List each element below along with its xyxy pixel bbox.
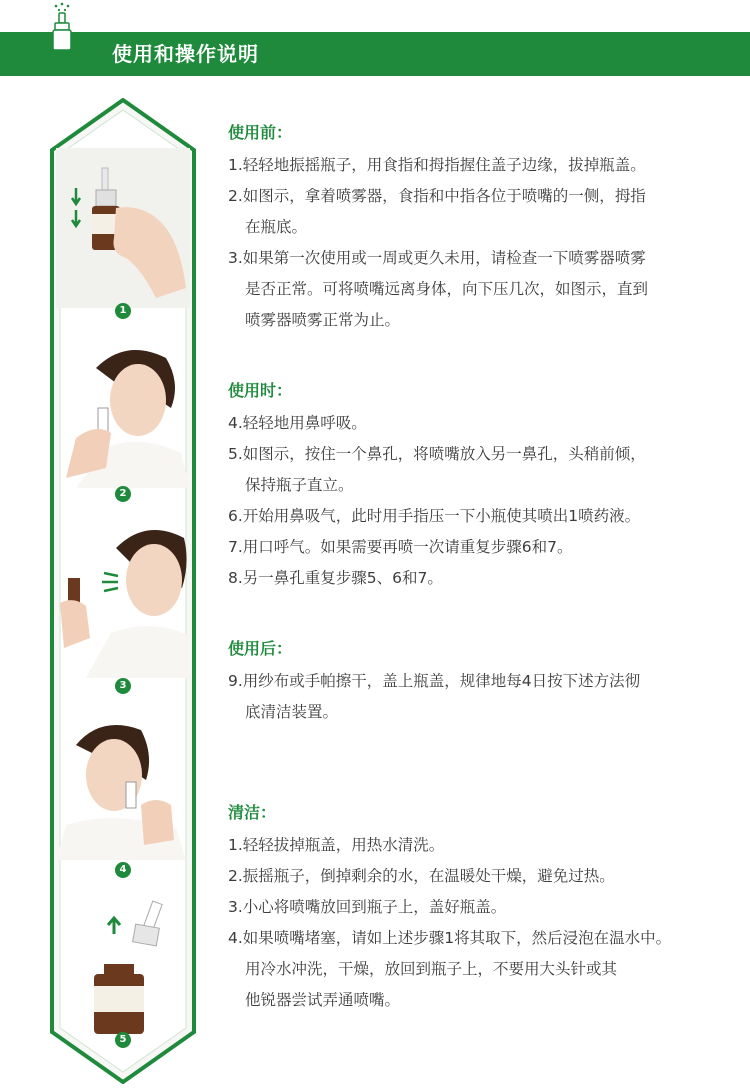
section-title-cleaning: 清洁： — [228, 803, 277, 822]
step-clean-3: 3.小心将喷嘴放回到瓶子上，盖好瓶盖。 — [228, 898, 507, 916]
illustration-spray-nose — [56, 338, 190, 488]
step-before-1: 1.轻轻地振摇瓶子，用食指和拇指握住盖子边缘，拔掉瓶盖。 — [228, 156, 646, 174]
illustration-strip — [48, 98, 198, 1084]
section-cleaning — [228, 802, 728, 1016]
step-badge-1: 1 — [115, 303, 131, 319]
section-before-use — [228, 122, 728, 336]
section-title-before: 使用前： — [228, 123, 293, 142]
illustration-other-nostril — [56, 710, 190, 860]
page-title: 使用和操作说明 — [112, 42, 259, 66]
section-during-use — [228, 380, 728, 594]
step-before-3: 3.如果第一次使用或一周或更久未用，请检查一下喷雾器喷雾 是否正常。可将喷嘴远离身体，向下压几次，如图示，直到 喷雾器喷雾正常为止。 — [228, 249, 649, 329]
step-badge-3: 3 — [115, 678, 131, 694]
step-badge-5: 5 — [115, 1032, 131, 1048]
step-during-4: 4.轻轻地用鼻呼吸。 — [228, 414, 367, 432]
section-title-after: 使用后： — [228, 639, 293, 658]
section-title-during: 使用时： — [228, 381, 293, 400]
illustration-exhale — [56, 518, 190, 678]
section-after-use — [228, 638, 728, 728]
step-during-7: 7.用口呼气。如果需要再喷一次请重复步骤6和7。 — [228, 538, 573, 556]
step-during-6: 6.开始用鼻吸气，此时用手指压一下小瓶使其喷出1喷药液。 — [228, 507, 641, 525]
illustration-hold-bottle — [56, 148, 190, 308]
step-after-9: 9.用纱布或手帕擦干，盖上瓶盖，规律地每4日按下述方法彻 底清洁装置。 — [228, 672, 641, 721]
step-before-2: 2.如图示，拿着喷雾器，食指和中指各位于喷嘴的一侧，拇指 在瓶底。 — [228, 187, 646, 236]
step-badge-4: 4 — [115, 862, 131, 878]
header-banner — [0, 32, 750, 76]
step-during-5: 5.如图示，按住一个鼻孔，将喷嘴放入另一鼻孔，头稍前倾， 保持瓶子直立。 — [228, 445, 646, 494]
step-during-8: 8.另一鼻孔重复步骤5、6和7。 — [228, 569, 443, 587]
illustration-clean-bottle — [56, 894, 190, 1044]
step-clean-1: 1.轻轻拔掉瓶盖，用热水清洗。 — [228, 836, 445, 854]
step-badge-2: 2 — [115, 486, 131, 502]
step-clean-2: 2.振摇瓶子，倒掉剩余的水，在温暖处干燥，避免过热。 — [228, 867, 615, 885]
nasal-spray-bottle-icon — [46, 2, 82, 52]
step-clean-4: 4.如果喷嘴堵塞，请如上述步骤1将其取下，然后浸泡在温水中。 用冷水冲洗，干燥，放回到瓶子上，不要用大头针或其 他锐器尝试弄通喷嘴。 — [228, 929, 672, 1009]
